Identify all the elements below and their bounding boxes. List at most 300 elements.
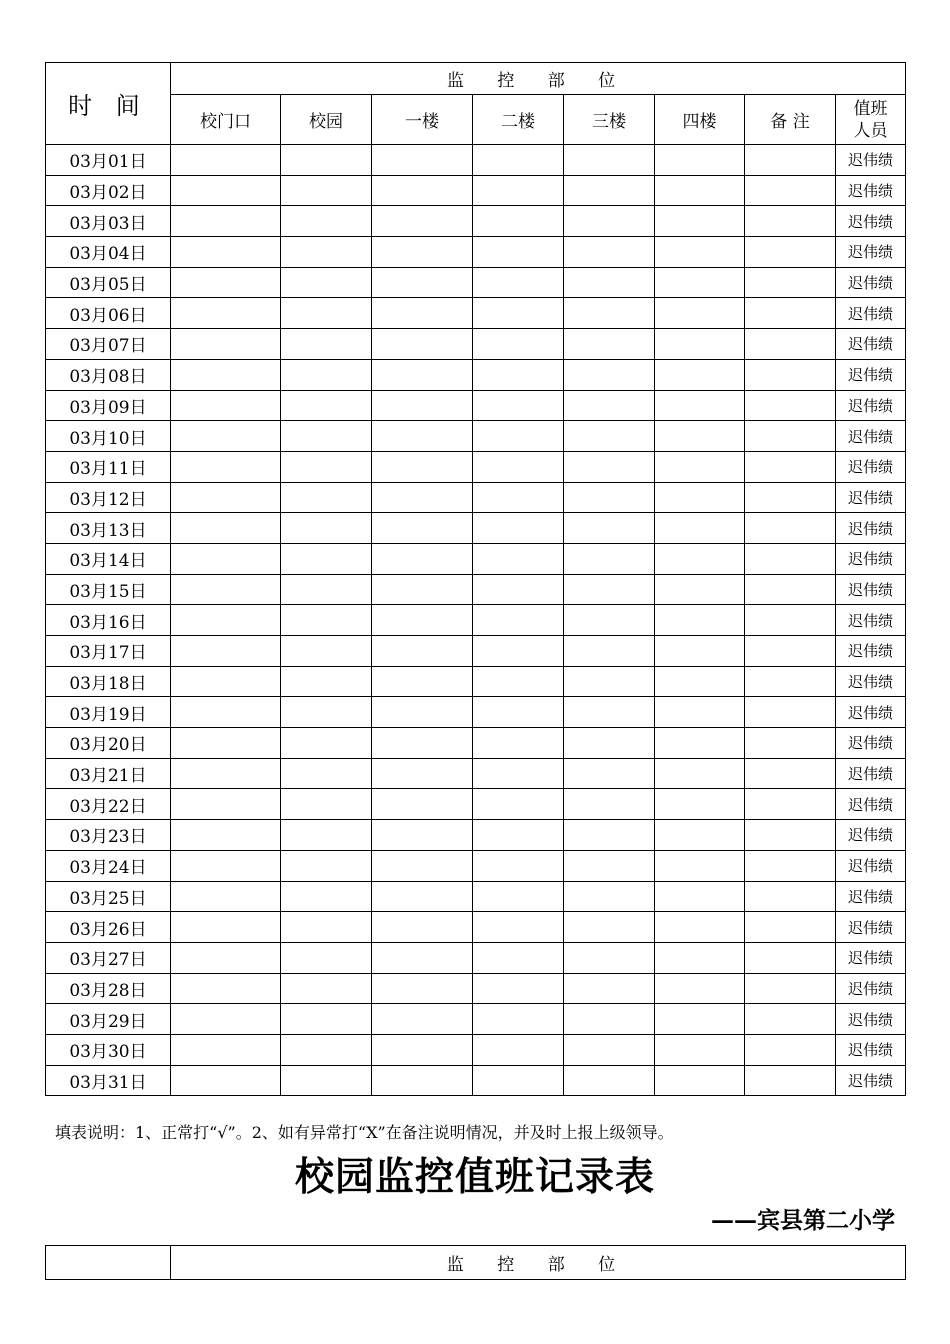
duty-staff-cell: 迟伟绩 <box>836 543 906 574</box>
next-duty-log-table <box>45 1245 906 1280</box>
check-cell-floor-4[interactable] <box>655 881 745 912</box>
check-cell-campus[interactable] <box>281 298 372 329</box>
check-cell-floor-2[interactable] <box>473 789 564 820</box>
time-header: 时 间 <box>46 63 171 145</box>
check-cell-campus[interactable] <box>281 237 372 268</box>
check-cell-floor-3[interactable] <box>564 728 655 759</box>
check-cell-school-gate[interactable] <box>171 513 281 544</box>
check-cell-floor-1[interactable] <box>372 175 473 206</box>
check-cell-floor-1[interactable] <box>372 973 473 1004</box>
check-cell-campus[interactable] <box>281 1034 372 1065</box>
check-cell-floor-2[interactable] <box>473 329 564 360</box>
check-cell-school-gate[interactable] <box>171 666 281 697</box>
table-row <box>46 850 906 881</box>
check-cell-school-gate[interactable] <box>171 942 281 973</box>
table-row <box>46 636 906 667</box>
check-cell-floor-2[interactable] <box>473 574 564 605</box>
date-cell: 03月11日 <box>46 451 171 482</box>
check-cell-floor-3[interactable] <box>564 636 655 667</box>
check-cell-floor-2[interactable] <box>473 237 564 268</box>
check-cell-school-gate[interactable] <box>171 605 281 636</box>
check-cell-floor-3[interactable] <box>564 329 655 360</box>
check-cell-school-gate[interactable] <box>171 237 281 268</box>
check-cell-floor-3[interactable] <box>564 237 655 268</box>
check-cell-floor-4[interactable] <box>655 605 745 636</box>
check-cell-remarks[interactable] <box>745 359 836 390</box>
table-row <box>46 543 906 574</box>
check-cell-remarks[interactable] <box>745 298 836 329</box>
check-cell-floor-2[interactable] <box>473 636 564 667</box>
check-cell-floor-3[interactable] <box>564 666 655 697</box>
check-cell-campus[interactable] <box>281 421 372 452</box>
check-cell-floor-1[interactable] <box>372 636 473 667</box>
table-row <box>46 820 906 851</box>
check-cell-floor-1[interactable] <box>372 390 473 421</box>
check-cell-remarks[interactable] <box>745 482 836 513</box>
check-cell-campus[interactable] <box>281 543 372 574</box>
check-cell-school-gate[interactable] <box>171 206 281 237</box>
duty-staff-cell: 迟伟绩 <box>836 1065 906 1096</box>
check-cell-floor-4[interactable] <box>655 1034 745 1065</box>
check-cell-floor-1[interactable] <box>372 912 473 943</box>
date-cell: 03月27日 <box>46 942 171 973</box>
check-cell-school-gate[interactable] <box>171 390 281 421</box>
check-cell-floor-2[interactable] <box>473 359 564 390</box>
duty-staff-cell: 迟伟绩 <box>836 267 906 298</box>
table-row <box>46 390 906 421</box>
check-cell-floor-3[interactable] <box>564 973 655 1004</box>
table-row <box>46 574 906 605</box>
check-cell-campus[interactable] <box>281 636 372 667</box>
check-cell-school-gate[interactable] <box>171 728 281 759</box>
duty-staff-cell: 迟伟绩 <box>836 666 906 697</box>
check-cell-floor-4[interactable] <box>655 513 745 544</box>
check-cell-floor-1[interactable] <box>372 543 473 574</box>
date-cell: 03月28日 <box>46 973 171 1004</box>
check-cell-floor-4[interactable] <box>655 359 745 390</box>
duty-staff-cell: 迟伟绩 <box>836 728 906 759</box>
duty-staff-cell: 迟伟绩 <box>836 942 906 973</box>
check-cell-floor-3[interactable] <box>564 1004 655 1035</box>
check-cell-floor-1[interactable] <box>372 482 473 513</box>
check-cell-campus[interactable] <box>281 390 372 421</box>
check-cell-floor-4[interactable] <box>655 666 745 697</box>
check-cell-floor-2[interactable] <box>473 145 564 176</box>
check-cell-floor-3[interactable] <box>564 451 655 482</box>
check-cell-floor-4[interactable] <box>655 451 745 482</box>
check-cell-campus[interactable] <box>281 267 372 298</box>
check-cell-floor-2[interactable] <box>473 298 564 329</box>
duty-staff-cell: 迟伟绩 <box>836 636 906 667</box>
table-row <box>46 267 906 298</box>
check-cell-remarks[interactable] <box>745 145 836 176</box>
check-cell-floor-2[interactable] <box>473 881 564 912</box>
check-cell-campus[interactable] <box>281 850 372 881</box>
check-cell-floor-2[interactable] <box>473 482 564 513</box>
check-cell-remarks[interactable] <box>745 1004 836 1035</box>
check-cell-campus[interactable] <box>281 206 372 237</box>
check-cell-remarks[interactable] <box>745 329 836 360</box>
table-row <box>46 206 906 237</box>
duty-staff-cell: 迟伟绩 <box>836 912 906 943</box>
check-cell-remarks[interactable] <box>745 789 836 820</box>
check-cell-floor-2[interactable] <box>473 820 564 851</box>
duty-staff-cell: 迟伟绩 <box>836 820 906 851</box>
column-header-school-gate: 校门口 <box>171 95 281 145</box>
check-cell-floor-4[interactable] <box>655 728 745 759</box>
check-cell-school-gate[interactable] <box>171 1004 281 1035</box>
check-cell-remarks[interactable] <box>745 451 836 482</box>
check-cell-floor-3[interactable] <box>564 881 655 912</box>
table-row <box>46 482 906 513</box>
check-cell-campus[interactable] <box>281 758 372 789</box>
check-cell-remarks[interactable] <box>745 390 836 421</box>
check-cell-floor-3[interactable] <box>564 513 655 544</box>
check-cell-floor-3[interactable] <box>564 942 655 973</box>
check-cell-floor-3[interactable] <box>564 482 655 513</box>
check-cell-floor-2[interactable] <box>473 666 564 697</box>
table-row <box>46 973 906 1004</box>
check-cell-floor-3[interactable] <box>564 421 655 452</box>
next-time-header-cell <box>46 1246 171 1280</box>
check-cell-floor-1[interactable] <box>372 881 473 912</box>
check-cell-remarks[interactable] <box>745 666 836 697</box>
check-cell-campus[interactable] <box>281 912 372 943</box>
check-cell-floor-1[interactable] <box>372 359 473 390</box>
date-cell: 03月23日 <box>46 820 171 851</box>
check-cell-remarks[interactable] <box>745 1065 836 1096</box>
date-cell: 03月10日 <box>46 421 171 452</box>
check-cell-remarks[interactable] <box>745 421 836 452</box>
check-cell-remarks[interactable] <box>745 267 836 298</box>
check-cell-floor-4[interactable] <box>655 850 745 881</box>
table-row <box>46 329 906 360</box>
table-row <box>46 513 906 544</box>
date-cell: 03月02日 <box>46 175 171 206</box>
check-cell-floor-4[interactable] <box>655 574 745 605</box>
check-cell-floor-2[interactable] <box>473 206 564 237</box>
check-cell-floor-1[interactable] <box>372 145 473 176</box>
check-cell-floor-4[interactable] <box>655 1004 745 1035</box>
check-cell-floor-2[interactable] <box>473 973 564 1004</box>
column-header-duty-staff <box>836 95 906 145</box>
date-cell: 03月30日 <box>46 1034 171 1065</box>
check-cell-campus[interactable] <box>281 728 372 759</box>
check-cell-campus[interactable] <box>281 666 372 697</box>
check-cell-floor-4[interactable] <box>655 482 745 513</box>
check-cell-campus[interactable] <box>281 574 372 605</box>
check-cell-campus[interactable] <box>281 329 372 360</box>
monitor-location-header: 监 控 部 位 <box>171 63 906 95</box>
check-cell-floor-3[interactable] <box>564 758 655 789</box>
check-cell-floor-2[interactable] <box>473 942 564 973</box>
check-cell-remarks[interactable] <box>745 912 836 943</box>
check-cell-school-gate[interactable] <box>171 267 281 298</box>
duty-staff-cell: 迟伟绩 <box>836 1004 906 1035</box>
check-cell-floor-3[interactable] <box>564 912 655 943</box>
check-cell-floor-1[interactable] <box>372 513 473 544</box>
date-cell: 03月25日 <box>46 881 171 912</box>
table-row <box>46 1004 906 1035</box>
check-cell-floor-3[interactable] <box>564 697 655 728</box>
check-cell-school-gate[interactable] <box>171 820 281 851</box>
check-cell-school-gate[interactable] <box>171 697 281 728</box>
check-cell-campus[interactable] <box>281 605 372 636</box>
check-cell-school-gate[interactable] <box>171 574 281 605</box>
check-cell-floor-4[interactable] <box>655 942 745 973</box>
check-cell-school-gate[interactable] <box>171 482 281 513</box>
check-cell-floor-2[interactable] <box>473 390 564 421</box>
check-cell-floor-3[interactable] <box>564 789 655 820</box>
check-cell-remarks[interactable] <box>745 881 836 912</box>
check-cell-floor-3[interactable] <box>564 1065 655 1096</box>
check-cell-campus[interactable] <box>281 1065 372 1096</box>
date-cell: 03月21日 <box>46 758 171 789</box>
check-cell-school-gate[interactable] <box>171 881 281 912</box>
check-cell-floor-3[interactable] <box>564 390 655 421</box>
check-cell-floor-1[interactable] <box>372 574 473 605</box>
duty-staff-cell: 迟伟绩 <box>836 758 906 789</box>
check-cell-floor-2[interactable] <box>473 421 564 452</box>
table-row <box>46 421 906 452</box>
duty-label-line2: 人员 <box>853 120 888 141</box>
check-cell-remarks[interactable] <box>745 1034 836 1065</box>
check-cell-floor-3[interactable] <box>564 1034 655 1065</box>
duty-staff-cell: 迟伟绩 <box>836 359 906 390</box>
duty-staff-cell: 迟伟绩 <box>836 451 906 482</box>
check-cell-floor-4[interactable] <box>655 421 745 452</box>
check-cell-floor-4[interactable] <box>655 697 745 728</box>
log-body <box>46 145 906 1096</box>
check-cell-campus[interactable] <box>281 881 372 912</box>
check-cell-school-gate[interactable] <box>171 543 281 574</box>
check-cell-school-gate[interactable] <box>171 145 281 176</box>
check-cell-floor-3[interactable] <box>564 850 655 881</box>
check-cell-remarks[interactable] <box>745 605 836 636</box>
table-row <box>46 789 906 820</box>
check-cell-school-gate[interactable] <box>171 789 281 820</box>
fill-instructions: 填表说明：1、正常打“√”。2、如有异常打“X”在备注说明情况，并及时上报上级领导。 <box>55 1123 674 1142</box>
check-cell-school-gate[interactable] <box>171 912 281 943</box>
check-cell-remarks[interactable] <box>745 697 836 728</box>
table-row <box>46 1034 906 1065</box>
check-cell-remarks[interactable] <box>745 728 836 759</box>
check-cell-school-gate[interactable] <box>171 850 281 881</box>
check-cell-remarks[interactable] <box>745 206 836 237</box>
check-cell-floor-1[interactable] <box>372 850 473 881</box>
table-row <box>46 605 906 636</box>
check-cell-campus[interactable] <box>281 973 372 1004</box>
check-cell-floor-4[interactable] <box>655 390 745 421</box>
check-cell-campus[interactable] <box>281 482 372 513</box>
duty-label-line1: 值班 <box>853 98 888 119</box>
check-cell-campus[interactable] <box>281 1004 372 1035</box>
check-cell-school-gate[interactable] <box>171 329 281 360</box>
check-cell-campus[interactable] <box>281 697 372 728</box>
duty-staff-cell: 迟伟绩 <box>836 145 906 176</box>
check-cell-remarks[interactable] <box>745 973 836 1004</box>
check-cell-remarks[interactable] <box>745 636 836 667</box>
check-cell-floor-2[interactable] <box>473 850 564 881</box>
check-cell-floor-1[interactable] <box>372 298 473 329</box>
check-cell-floor-1[interactable] <box>372 728 473 759</box>
check-cell-floor-1[interactable] <box>372 697 473 728</box>
check-cell-floor-1[interactable] <box>372 237 473 268</box>
check-cell-floor-3[interactable] <box>564 145 655 176</box>
check-cell-floor-2[interactable] <box>473 543 564 574</box>
check-cell-floor-1[interactable] <box>372 451 473 482</box>
check-cell-school-gate[interactable] <box>171 973 281 1004</box>
duty-staff-cell: 迟伟绩 <box>836 513 906 544</box>
check-cell-floor-1[interactable] <box>372 1034 473 1065</box>
column-header-floor-3: 三楼 <box>564 95 655 145</box>
check-cell-floor-4[interactable] <box>655 145 745 176</box>
check-cell-floor-4[interactable] <box>655 820 745 851</box>
check-cell-floor-1[interactable] <box>372 758 473 789</box>
check-cell-floor-1[interactable] <box>372 820 473 851</box>
check-cell-floor-1[interactable] <box>372 942 473 973</box>
check-cell-campus[interactable] <box>281 513 372 544</box>
duty-staff-cell: 迟伟绩 <box>836 298 906 329</box>
check-cell-floor-1[interactable] <box>372 789 473 820</box>
check-cell-remarks[interactable] <box>745 237 836 268</box>
check-cell-floor-4[interactable] <box>655 237 745 268</box>
duty-staff-cell: 迟伟绩 <box>836 881 906 912</box>
date-cell: 03月18日 <box>46 666 171 697</box>
check-cell-remarks[interactable] <box>745 758 836 789</box>
check-cell-floor-2[interactable] <box>473 1065 564 1096</box>
check-cell-school-gate[interactable] <box>171 359 281 390</box>
check-cell-campus[interactable] <box>281 789 372 820</box>
check-cell-remarks[interactable] <box>745 574 836 605</box>
check-cell-school-gate[interactable] <box>171 421 281 452</box>
table-row <box>46 666 906 697</box>
check-cell-campus[interactable] <box>281 145 372 176</box>
check-cell-floor-2[interactable] <box>473 175 564 206</box>
check-cell-floor-2[interactable] <box>473 1034 564 1065</box>
check-cell-floor-3[interactable] <box>564 574 655 605</box>
check-cell-school-gate[interactable] <box>171 636 281 667</box>
table-row <box>46 881 906 912</box>
check-cell-floor-1[interactable] <box>372 421 473 452</box>
check-cell-campus[interactable] <box>281 942 372 973</box>
table-row <box>46 145 906 176</box>
check-cell-floor-3[interactable] <box>564 605 655 636</box>
check-cell-floor-4[interactable] <box>655 329 745 360</box>
column-header-floor-1: 一楼 <box>372 95 473 145</box>
date-cell: 03月07日 <box>46 329 171 360</box>
check-cell-floor-4[interactable] <box>655 758 745 789</box>
check-cell-floor-2[interactable] <box>473 267 564 298</box>
check-cell-campus[interactable] <box>281 820 372 851</box>
duty-staff-cell: 迟伟绩 <box>836 237 906 268</box>
check-cell-floor-2[interactable] <box>473 605 564 636</box>
check-cell-floor-4[interactable] <box>655 636 745 667</box>
check-cell-floor-4[interactable] <box>655 789 745 820</box>
check-cell-floor-3[interactable] <box>564 820 655 851</box>
check-cell-school-gate[interactable] <box>171 1034 281 1065</box>
duty-staff-cell: 迟伟绩 <box>836 390 906 421</box>
check-cell-floor-1[interactable] <box>372 1065 473 1096</box>
check-cell-floor-1[interactable] <box>372 206 473 237</box>
page-title: 校园监控值班记录表 <box>294 1155 655 1200</box>
check-cell-floor-2[interactable] <box>473 1004 564 1035</box>
date-cell: 03月26日 <box>46 912 171 943</box>
date-cell: 03月16日 <box>46 605 171 636</box>
column-header-floor-2: 二楼 <box>473 95 564 145</box>
date-cell: 03月17日 <box>46 636 171 667</box>
duty-staff-cell: 迟伟绩 <box>836 206 906 237</box>
check-cell-remarks[interactable] <box>745 543 836 574</box>
check-cell-remarks[interactable] <box>745 820 836 851</box>
check-cell-floor-4[interactable] <box>655 298 745 329</box>
check-cell-floor-1[interactable] <box>372 666 473 697</box>
check-cell-school-gate[interactable] <box>171 451 281 482</box>
check-cell-campus[interactable] <box>281 175 372 206</box>
check-cell-school-gate[interactable] <box>171 298 281 329</box>
check-cell-remarks[interactable] <box>745 175 836 206</box>
duty-staff-cell: 迟伟绩 <box>836 973 906 1004</box>
check-cell-floor-3[interactable] <box>564 267 655 298</box>
table-row <box>46 298 906 329</box>
check-cell-floor-2[interactable] <box>473 513 564 544</box>
check-cell-campus[interactable] <box>281 359 372 390</box>
check-cell-school-gate[interactable] <box>171 758 281 789</box>
column-header-remarks: 备 注 <box>745 95 836 145</box>
table-row <box>46 942 906 973</box>
check-cell-floor-4[interactable] <box>655 912 745 943</box>
check-cell-floor-4[interactable] <box>655 543 745 574</box>
check-cell-floor-1[interactable] <box>372 605 473 636</box>
date-cell: 03月08日 <box>46 359 171 390</box>
check-cell-floor-1[interactable] <box>372 329 473 360</box>
column-header-floor-4: 四楼 <box>655 95 745 145</box>
check-cell-floor-3[interactable] <box>564 206 655 237</box>
check-cell-floor-1[interactable] <box>372 267 473 298</box>
duty-staff-cell: 迟伟绩 <box>836 605 906 636</box>
check-cell-remarks[interactable] <box>745 850 836 881</box>
check-cell-floor-2[interactable] <box>473 728 564 759</box>
check-cell-floor-2[interactable] <box>473 912 564 943</box>
duty-staff-cell: 迟伟绩 <box>836 1034 906 1065</box>
date-cell: 03月31日 <box>46 1065 171 1096</box>
check-cell-floor-3[interactable] <box>564 543 655 574</box>
check-cell-floor-4[interactable] <box>655 267 745 298</box>
check-cell-school-gate[interactable] <box>171 1065 281 1096</box>
column-header-campus: 校园 <box>281 95 372 145</box>
check-cell-campus[interactable] <box>281 451 372 482</box>
check-cell-floor-4[interactable] <box>655 1065 745 1096</box>
check-cell-floor-2[interactable] <box>473 451 564 482</box>
check-cell-floor-2[interactable] <box>473 758 564 789</box>
check-cell-floor-3[interactable] <box>564 175 655 206</box>
check-cell-floor-4[interactable] <box>655 973 745 1004</box>
check-cell-floor-4[interactable] <box>655 175 745 206</box>
check-cell-floor-4[interactable] <box>655 206 745 237</box>
check-cell-floor-3[interactable] <box>564 298 655 329</box>
check-cell-floor-2[interactable] <box>473 697 564 728</box>
date-cell: 03月12日 <box>46 482 171 513</box>
table-row <box>46 728 906 759</box>
date-cell: 03月13日 <box>46 513 171 544</box>
duty-staff-cell: 迟伟绩 <box>836 697 906 728</box>
date-cell: 03月01日 <box>46 145 171 176</box>
check-cell-remarks[interactable] <box>745 513 836 544</box>
check-cell-floor-3[interactable] <box>564 359 655 390</box>
check-cell-floor-1[interactable] <box>372 1004 473 1035</box>
check-cell-remarks[interactable] <box>745 942 836 973</box>
check-cell-school-gate[interactable] <box>171 175 281 206</box>
